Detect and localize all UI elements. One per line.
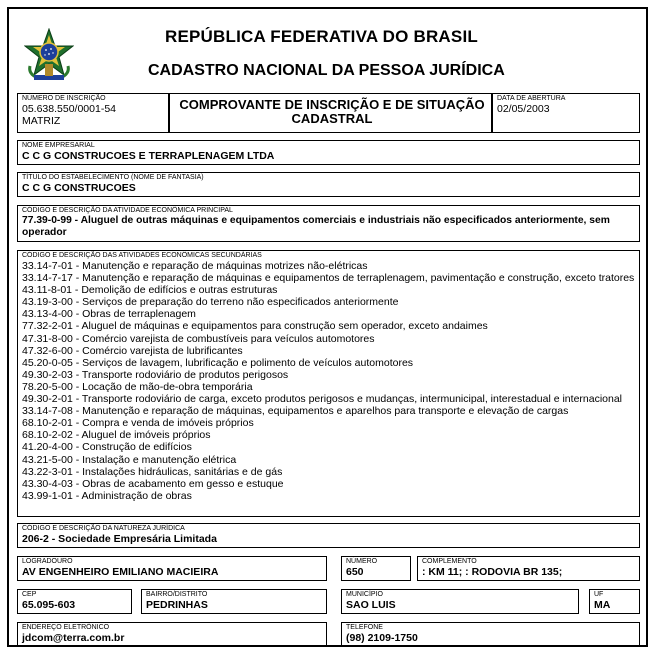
email-value: jdcom@terra.com.br [22,632,125,644]
uf-box [589,589,640,614]
fantasia-label: TÍTULO DO ESTABELECIMENTO (NOME DE FANTASIA) [22,174,204,181]
bairro-value: PEDRINHAS [146,599,208,611]
natureza-label: CÓDIGO E DESCRIÇÃO DA NATUREZA JURÍDICA [22,525,185,532]
natureza-box [17,523,640,548]
uf-label: UF [594,591,604,598]
list-item: 43.11-8-01 - Demolição de edifícios e outras estruturas [22,284,278,297]
list-item: 43.21-5-00 - Instalação e manutenção elétrica [22,453,237,466]
list-item: 33.14-7-01 - Manutenção e reparação de máquinas motrizes não-elétricas [22,260,368,272]
bairro-label: BAIRRO/DISTRITO [146,591,208,598]
list-item: 43.30-4-03 - Obras de acabamento em gesso e estuque [22,477,284,490]
municipio-label: MUNICÍPIO [346,591,383,598]
logradouro-box [17,556,327,581]
municipio-value: SAO LUIS [346,599,396,611]
abertura-box [492,93,640,133]
telefone-label: TELEFONE [346,624,383,631]
atividades-secundarias-box [17,250,640,517]
email-label: ENDEREÇO ELETRÔNICO [22,624,110,631]
list-item: 43.19-3-00 - Serviços de preparação do terreno não especificados anteriormente [22,296,399,309]
page-title: REPÚBLICA FEDERATIVA DO BRASIL [165,27,478,46]
numero-value: 650 [346,566,364,578]
inscricao-box [17,93,169,133]
list-item: 43.22-3-01 - Instalações hidráulicas, sanitárias e de gás [22,465,283,478]
nome-empresarial-value: C C G CONSTRUCOES E TERRAPLENAGEM LTDA [22,150,275,162]
list-item: 41.20-4-00 - Construção de edifícios [22,441,192,454]
cep-label: CEP [22,591,37,598]
complemento-value: : KM 11; : RODOVIA BR 135; [422,566,563,578]
nome-empresarial-box [17,140,640,165]
list-item: 68.10-2-01 - Compra e venda de imóveis próprios [22,417,254,430]
uf-value: MA [594,599,611,611]
complemento-label: COMPLEMENTO [422,558,477,565]
list-item: 49.30-2-03 - Transporte rodoviário de produtos perigosos [22,368,289,381]
fantasia-box [17,172,640,197]
cep-value: 65.095-603 [22,599,76,611]
telefone-box [341,622,640,647]
numero-box [341,556,411,581]
brazil-coat-of-arms-logo [24,28,74,84]
abertura-label: DATA DE ABERTURA [497,95,566,102]
logradouro-label: LOGRADOURO [22,558,73,565]
comprovante-title: COMPROVANTE DE INSCRIÇÃO E DE SITUAÇÃO CADASTRAL [179,97,485,126]
list-item: 33.14-7-08 - Manutenção e reparação de máquinas, equipamentos e aparelhos para transporte e elevação de cargas [22,405,569,418]
page-subtitle: CADASTRO NACIONAL DA PESSOA JURÍDICA [148,62,505,79]
telefone-value: (98) 2109-1750 [346,632,418,644]
email-box [17,622,327,647]
list-item: 47.31-8-00 - Comércio varejista de combustíveis para veículos automotores [22,332,375,345]
municipio-box [341,589,579,614]
complemento-box [417,556,640,581]
list-item: 45.20-0-05 - Serviços de lavagem, lubrificação e polimento de veículos automotores [22,356,414,369]
fantasia-value: C C G CONSTRUCOES [22,182,136,194]
inscricao-label: NÚMERO DE INSCRIÇÃO [22,95,106,102]
list-item: 77.32-2-01 - Aluguel de máquinas e equipamentos para construção sem operador, exceto andaimes [22,320,488,333]
abertura-value: 02/05/2003 [497,103,550,115]
list-item: 43.99-1-01 - Administração de obras [22,489,192,502]
inscricao-type: MATRIZ [22,115,61,127]
nome-empresarial-label: NOME EMPRESARIAL [22,142,95,149]
atividade-principal-value: 77.39-0-99 - Aluguel de outras máquinas e equipamentos comerciais e industriais não especificados anteriormente, sem operador [22,215,610,238]
bairro-box [141,589,327,614]
list-item: 68.10-2-02 - Aluguel de imóveis próprios [22,429,211,442]
list-item: 47.32-6-00 - Comércio varejista de lubrificantes [22,344,243,357]
atividade-principal-box [17,205,640,242]
numero-label: NÚMERO [346,558,378,565]
natureza-value: 206-2 - Sociedade Empresária Limitada [22,533,217,545]
atividades-secundarias-list [22,260,635,502]
inscricao-number: 05.638.550/0001-54 [22,103,117,115]
atividade-principal-label: CÓDIGO E DESCRIÇÃO DA ATIVIDADE ECONÔMICA PRINCIPAL [22,207,233,214]
list-item: 49.30-2-01 - Transporte rodoviário de carga, exceto produtos perigosos e mudanças, intermunicipal, interestadual e internacional [22,393,623,406]
list-item: 43.13-4-00 - Obras de terraplenagem [22,308,196,321]
atividades-secundarias-label: CÓDIGO E DESCRIÇÃO DAS ATIVIDADES ECONÔMICAS SECUNDÁRIAS [22,252,262,259]
cep-box [17,589,132,614]
logradouro-value: AV ENGENHEIRO EMILIANO MACIEIRA [22,566,219,578]
list-item: 78.20-5-00 - Locação de mão-de-obra temporária [22,380,253,393]
list-item: 33.14-7-17 - Manutenção e reparação de máquinas e equipamentos de terraplenagem, pavimentação e construção, exceto tratores [22,272,635,285]
